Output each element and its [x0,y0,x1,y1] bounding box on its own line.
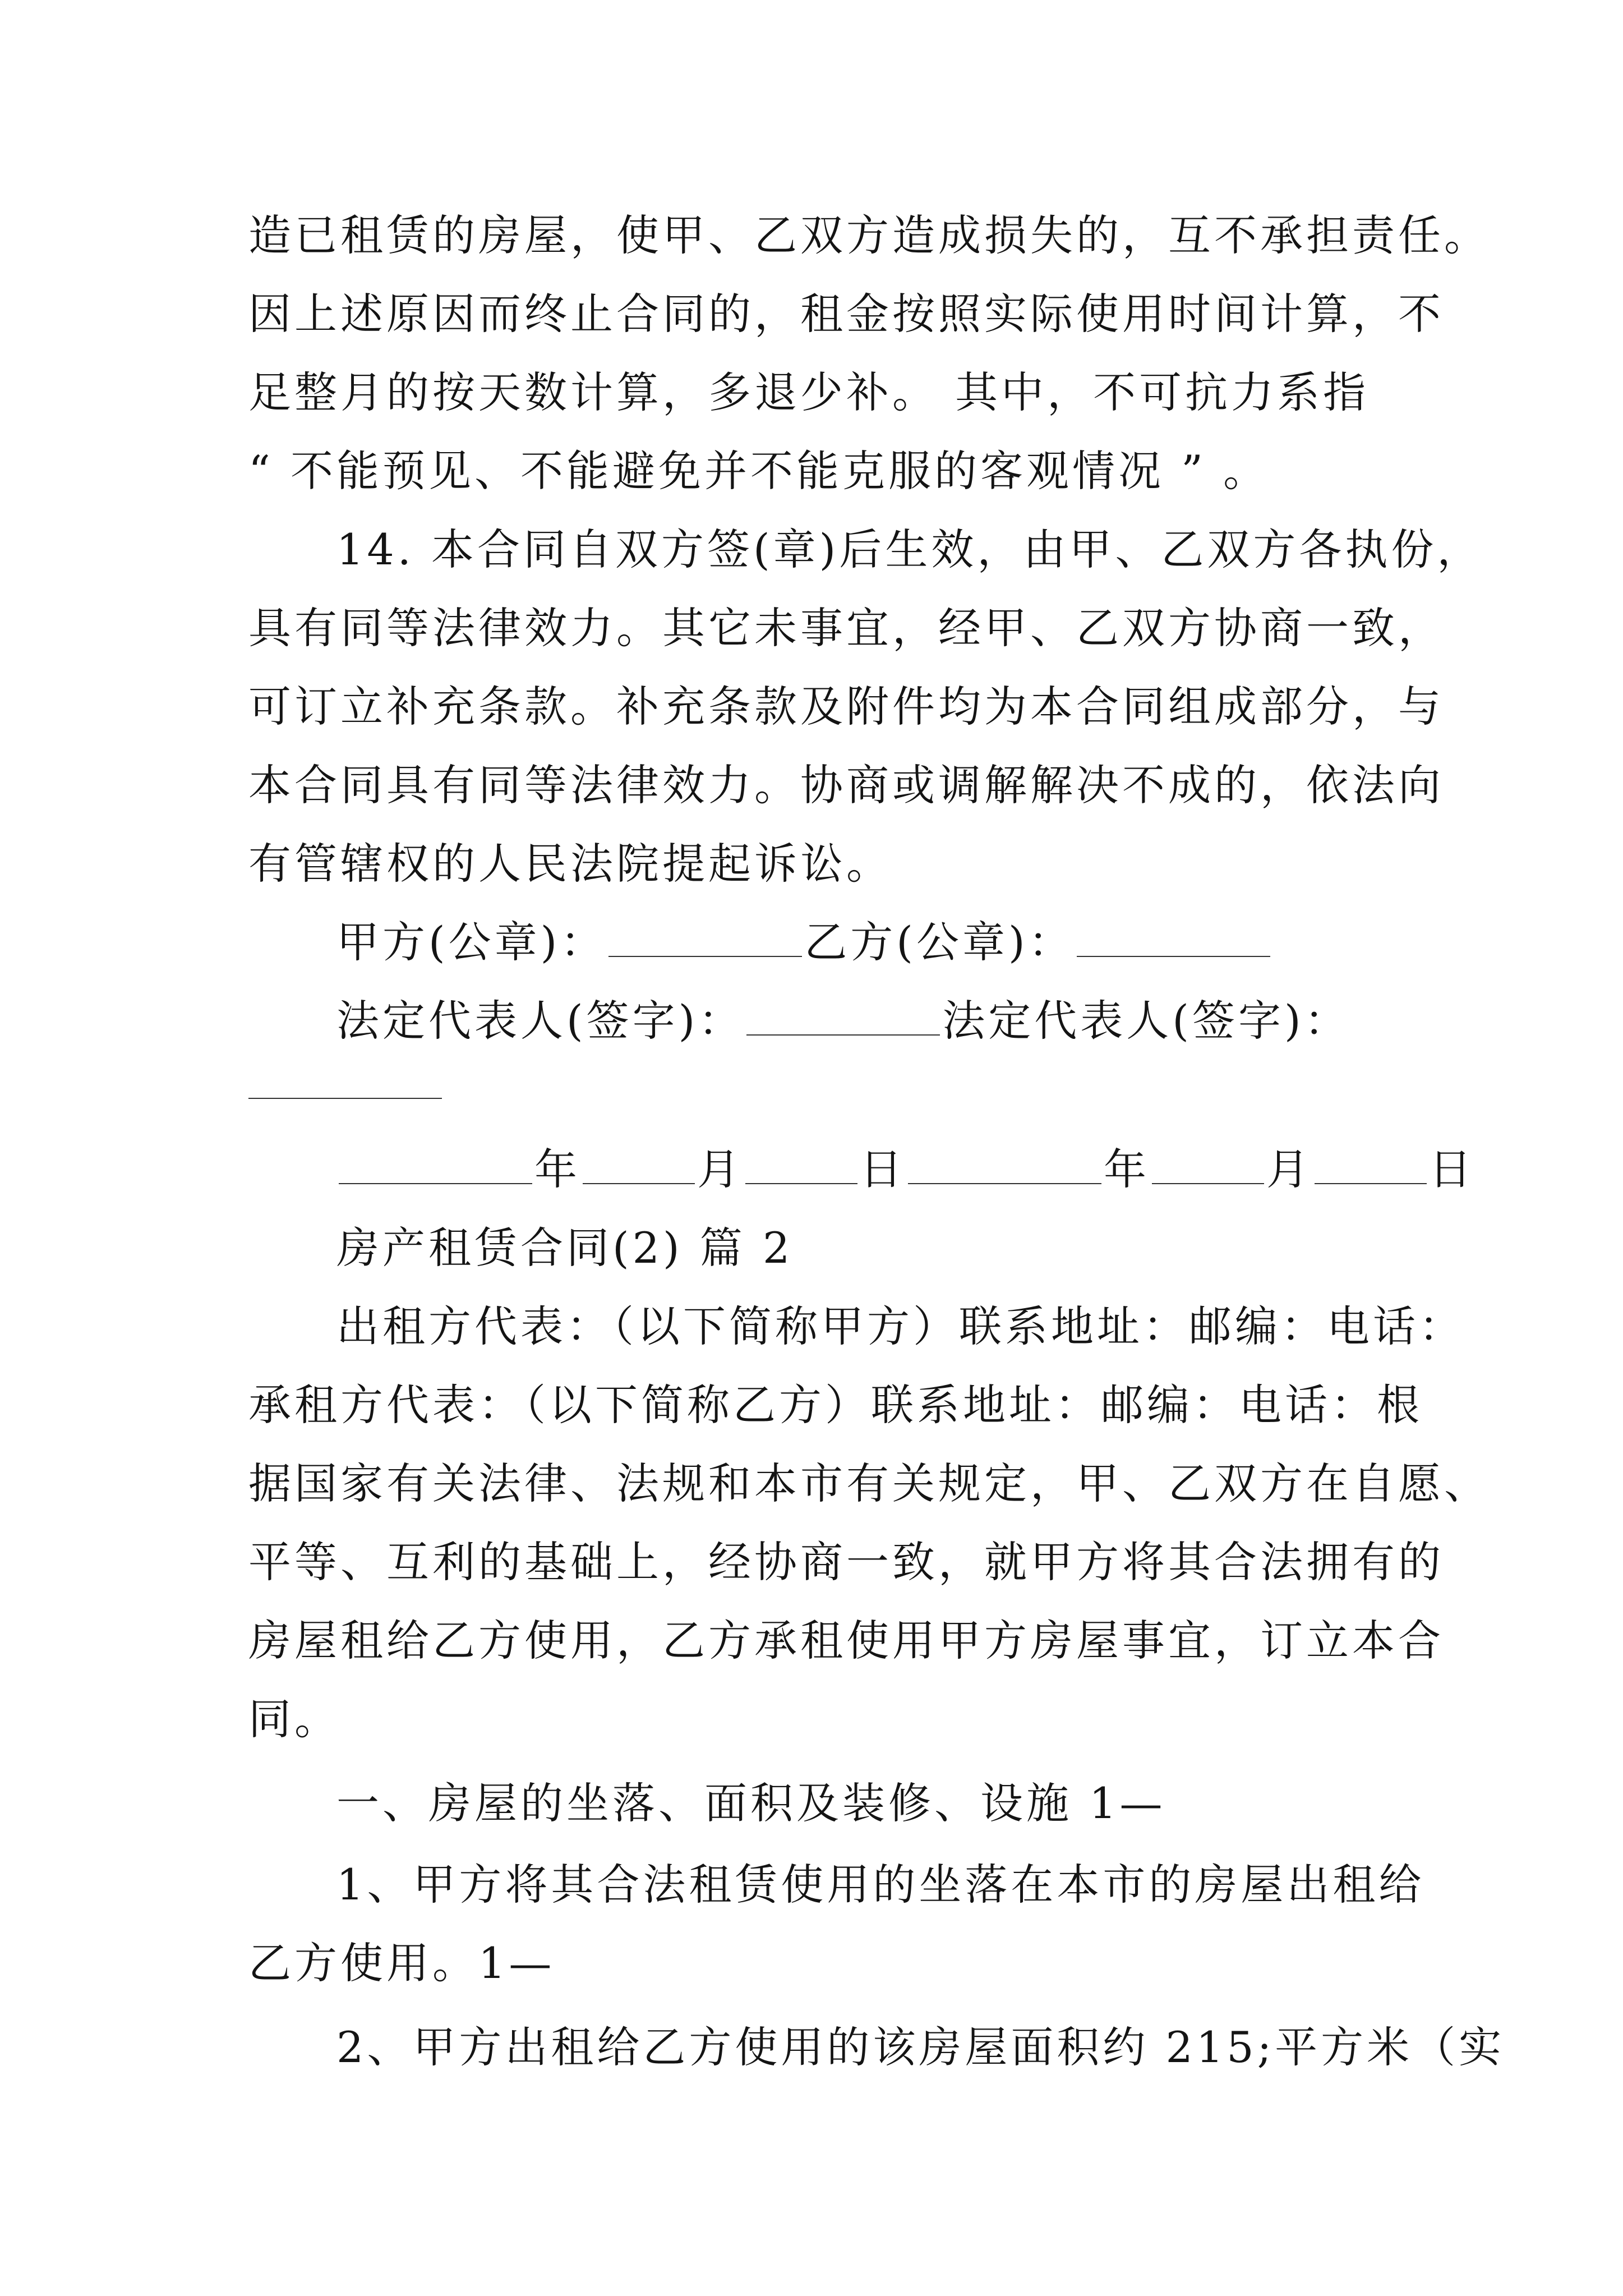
section-title: 房产租赁合同(2) 篇 2 [336,1223,794,1273]
date-blank [745,1144,857,1184]
date-blank [339,1144,532,1184]
paragraph-line: 承租方代表：（以下简称乙方）联系地址：邮编：电话：根 [248,1380,1423,1430]
paragraph-line: 据国家有关法律、法规和本市有关规定，甲、乙双方在自愿、 [248,1458,1490,1508]
date-line [336,1142,1475,1198]
month-label: 月 [1266,1144,1312,1194]
year-label: 年 [1104,1144,1150,1194]
paragraph-line: 可订立补充条款。补充条款及附件均为本合同组成部分，与 [248,682,1444,731]
section-heading: 一、房屋的坐落、面积及装修、设施 1— [336,1778,1166,1828]
paragraph-line: 房屋租给乙方使用，乙方承租使用甲方房屋事宜，订立本合 [248,1616,1444,1665]
seal-line [336,914,1272,970]
paragraph-line: 因上述原因而终止合同的，租金按照实际使用时间计算，不 [248,289,1444,339]
day-label: 日 [860,1144,906,1194]
signature-blank [608,917,802,957]
signature-blank [248,1098,442,1099]
paragraph-line: 出租方代表：（以下简称甲方）联系地址：邮编：电话： [336,1301,1465,1351]
date-blank [583,1144,695,1184]
paragraph-line: 本合同具有同等法律效力。协商或调解解决不成的，依法向 [248,760,1444,810]
date-blank [1152,1144,1264,1184]
party-b-representative-label: 法定代表人(签字)： [942,996,1350,1046]
month-label: 月 [697,1144,743,1194]
party-a-seal-label: 甲方(公章)： [336,917,607,967]
representative-line [336,993,1350,1049]
paragraph-line: 具有同等法律效力。其它未事宜，经甲、乙双方协商一致， [248,603,1444,653]
paragraph-line: 1、甲方将其合法租赁使用的坐落在本市的房屋出租给 [336,1860,1425,1910]
year-label: 年 [534,1144,580,1194]
paragraph-line: 14. 本合同自双方签(章)后生效，由甲、乙双方各执份， [336,524,1483,574]
paragraph-line: “ 不能预见、不能避免并不能克服的客观情况 ” 。 [248,446,1270,496]
party-b-seal-label: 乙方(公章)： [804,917,1075,967]
paragraph-line: 乙方使用。1— [248,1938,555,1988]
paragraph-line: 造已租赁的房屋，使甲、乙双方造成损失的，互不承担责任。 [248,210,1490,260]
signature-blank [746,995,940,1036]
date-blank [908,1144,1101,1184]
date-blank [1315,1144,1427,1184]
paragraph-line: 足整月的按天数计算，多退少补。 其中，不可抗力系指 [248,367,1370,417]
paragraph-line: 同。 [248,1694,340,1744]
signature-blank [1077,917,1270,957]
day-label: 日 [1429,1144,1475,1194]
paragraph-line: 有管辖权的人民法院提起诉讼。 [248,839,892,889]
party-a-representative-label: 法定代表人(签字)： [336,996,745,1046]
paragraph-line: 2、甲方出租给乙方使用的该房屋面积约 215;平方米（实 [336,2022,1505,2072]
paragraph-line: 平等、互利的基础上，经协商一致，就甲方将其合法拥有的 [248,1537,1444,1587]
